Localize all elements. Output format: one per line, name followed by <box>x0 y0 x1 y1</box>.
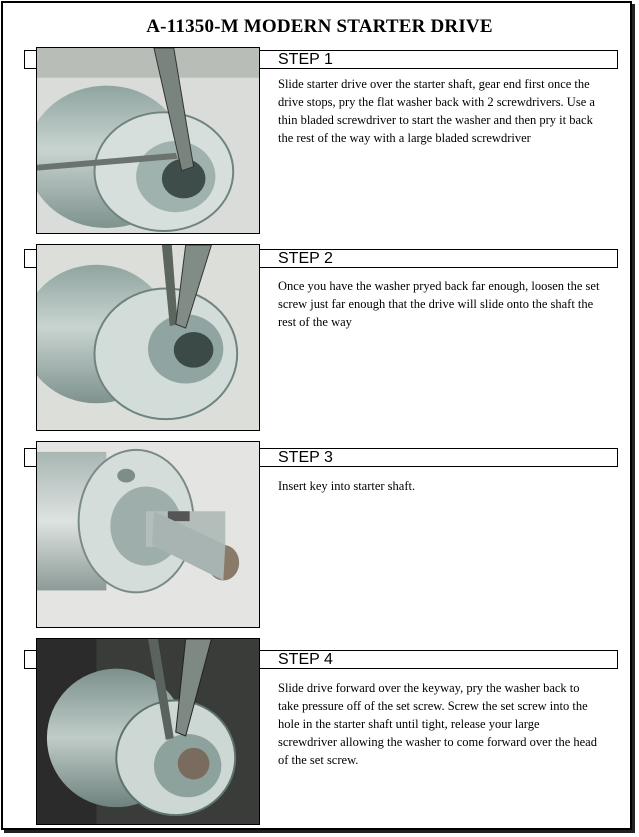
document-title: A-11350-M MODERN STARTER DRIVE <box>146 16 493 37</box>
step-4-text: Slide drive forward over the keyway, pry the washer back to take pressure off of the set screw. Screw the set screw into the hole in the starter shaft until tight, release your large screwdriver allowing the washer to come forward over the head of the set screw. <box>278 681 597 767</box>
step-3-photo <box>36 441 260 628</box>
step-1-heading: STEP 1 <box>278 51 333 68</box>
step-4-heading: STEP 4 <box>278 651 333 668</box>
step-1-photo <box>36 47 260 234</box>
step-2-text: Once you have the washer pryed back far enough, loosen the set screw just far enough that the drive will slide onto the shaft the rest of the way <box>278 279 600 329</box>
step-2-photo <box>36 244 260 431</box>
step-2-heading: STEP 2 <box>278 250 333 267</box>
step-3-heading: STEP 3 <box>278 449 333 466</box>
step-1-text: Slide starter drive over the starter shaft, gear end first once the drive stops, pry the flat washer back with 2 screwdrivers. Use a thin bladed screwdriver to start the washer and then pry it back the rest of the way with a large bladed screwdriver <box>278 77 595 145</box>
step-3-text: Insert key into starter shaft. <box>278 479 416 493</box>
step-4-photo <box>36 638 260 825</box>
